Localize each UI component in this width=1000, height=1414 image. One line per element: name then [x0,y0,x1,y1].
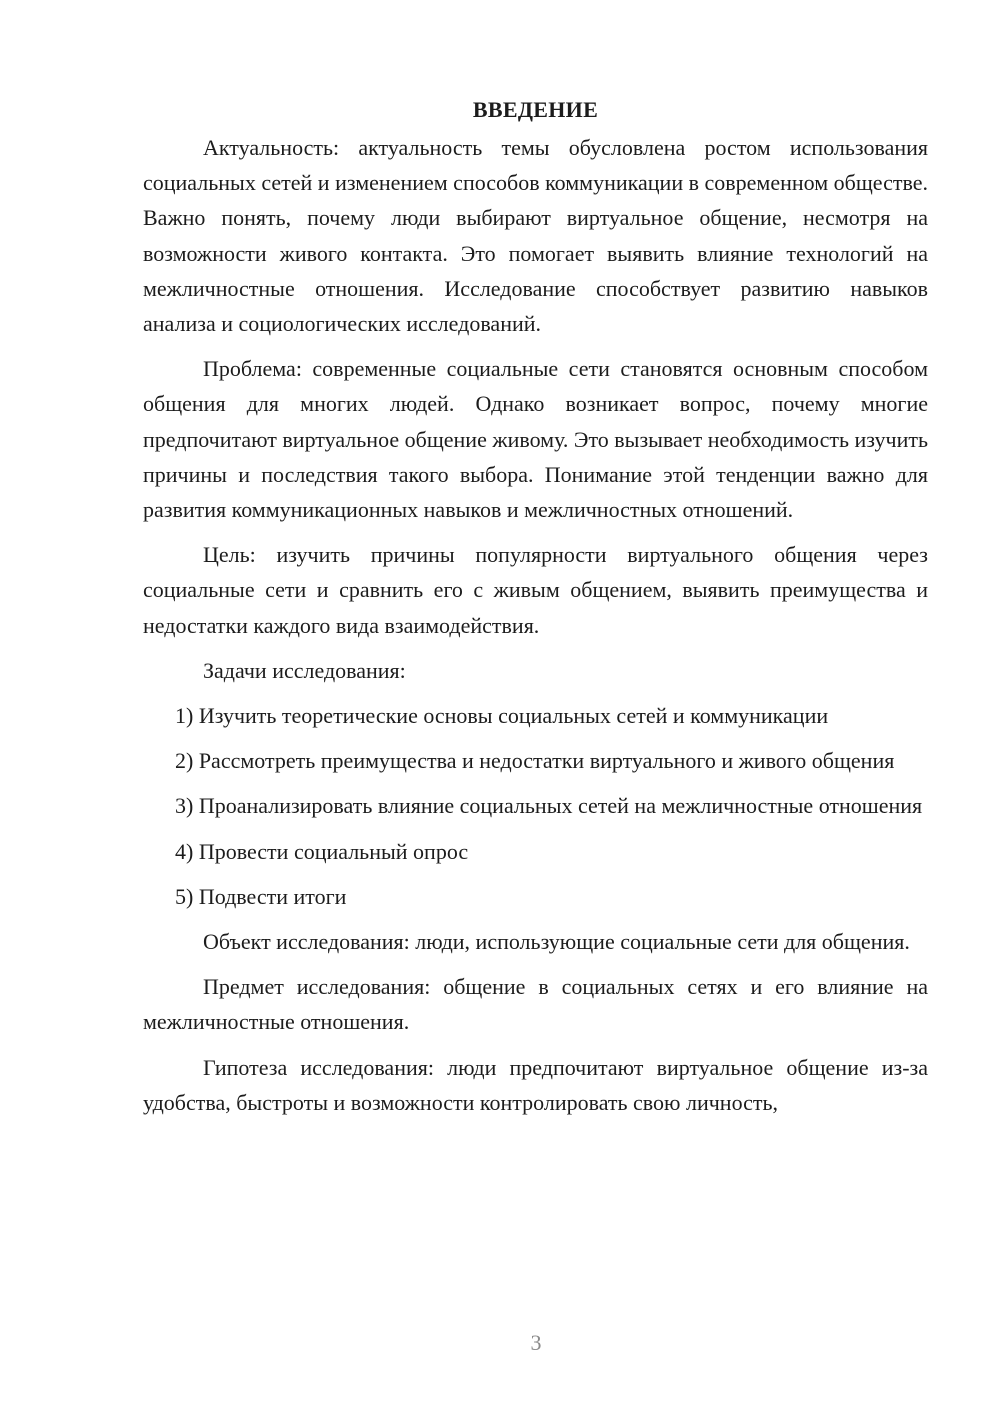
task-item-2: 2) Рассмотреть преимущества и недостатки виртуального и живого общения [175,748,895,774]
paragraph-hypothesis: Гипотеза исследования: люди предпочитают виртуальное общение из-за удобства, быстроты и возможности контролировать свою личность, [143,1054,928,1115]
task-item-4: 4) Провести социальный опрос [175,838,469,864]
task-item-3: 3) Проанализировать влияние социальных сетей на межличностные отношения [175,793,923,819]
task-item-1: 1) Изучить теоретические основы социальных сетей и коммуникации [175,703,829,729]
task-item-5: 5) Подвести итоги [175,883,347,909]
paragraph-subject: Предмет исследования: общение в социальных сетях и его влияние на межличностные отношения. [143,974,928,1035]
paragraph-goal: Цель: изучить причины популярности виртуального общения через социальные сети и сравнить его с живым общением, выявить преимущества и недостатки каждого вида взаимодействия. [143,542,928,638]
document-page [143,90,928,1130]
paragraph-problem: Проблема: современные социальные сети становятся основным способом общения для многих людей. Однако возникает вопрос, почему многие предпочитают виртуальное общение живому. Это вызывает необходимость изучить причины и последствия такого выбора. Понимание этой тенденции важно для развития коммуникационных навыков и межличностных отношений. [143,356,928,523]
paragraph-tasks-heading: Задачи исследования: [203,657,406,683]
page-number: 3 [530,1330,542,1355]
paragraph-relevance: Актуальность: актуальность темы обусловлена ростом использования социальных сетей и изменением способов коммуникации в современном обществе. Важно понять, почему люди выбирают виртуальное общение, несмотря на возможности живого контакта. Это помогает выявить влияние технологий на межличностные отношения. Исследование способствует развитию навыков анализа и социологических исследований. [143,135,928,337]
paragraph-object: Объект исследования: люди, использующие социальные сети для общения. [203,929,910,955]
section-title: ВВЕДЕНИЕ [472,97,599,122]
